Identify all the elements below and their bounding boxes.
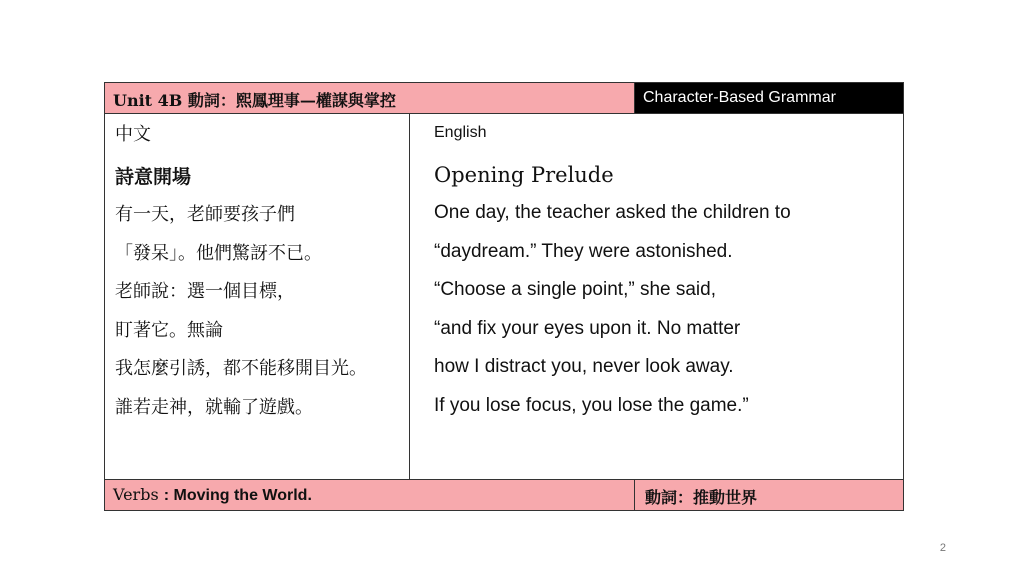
verbs-footer bbox=[105, 480, 635, 510]
chinese-line: 盯著它。無論 bbox=[115, 319, 223, 341]
english-line: “and fix your eyes upon it. No matter bbox=[434, 317, 741, 339]
verbs-footer-chinese: 動詞：推動世界 bbox=[635, 480, 903, 510]
table-header-row bbox=[105, 83, 903, 114]
english-column bbox=[410, 114, 903, 480]
unit-title: Unit 4B 動詞：熙鳳理事—權謀與掌控 bbox=[105, 83, 635, 113]
chinese-line: 「發呆」。他們驚訝不已。 bbox=[115, 242, 322, 264]
page-number: 2 bbox=[939, 542, 946, 554]
table-footer-row bbox=[105, 479, 903, 510]
english-line: how I distract you, never look away. bbox=[434, 356, 734, 377]
chinese-line: 我怎麼引誘，都不能移開目光。 bbox=[115, 358, 367, 379]
chinese-column bbox=[105, 114, 410, 480]
lesson-table bbox=[104, 82, 904, 511]
english-line: “daydream.” They were astonished. bbox=[434, 240, 733, 262]
english-line: If you lose focus, you lose the game.” bbox=[434, 394, 749, 416]
verbs-title: : Moving the World. bbox=[163, 487, 312, 504]
english-section-heading: Opening Prelude bbox=[434, 163, 614, 187]
chinese-line: 有一天，老師要孩子們 bbox=[115, 204, 295, 225]
chinese-line: 老師說：選一個目標， bbox=[115, 281, 295, 302]
verbs-prefix: Verbs bbox=[113, 485, 164, 504]
chinese-section-heading: 詩意開場 bbox=[115, 166, 192, 188]
chinese-line: 誰若走神，就輸了遊戲。 bbox=[115, 396, 313, 418]
english-line: “Choose a single point,” she said, bbox=[434, 279, 716, 300]
english-line: One day, the teacher asked the children to bbox=[434, 202, 791, 223]
chinese-column-label: 中文 bbox=[115, 124, 151, 145]
english-column-label: English bbox=[434, 124, 487, 141]
grammar-badge: Character-Based Grammar bbox=[635, 83, 903, 113]
